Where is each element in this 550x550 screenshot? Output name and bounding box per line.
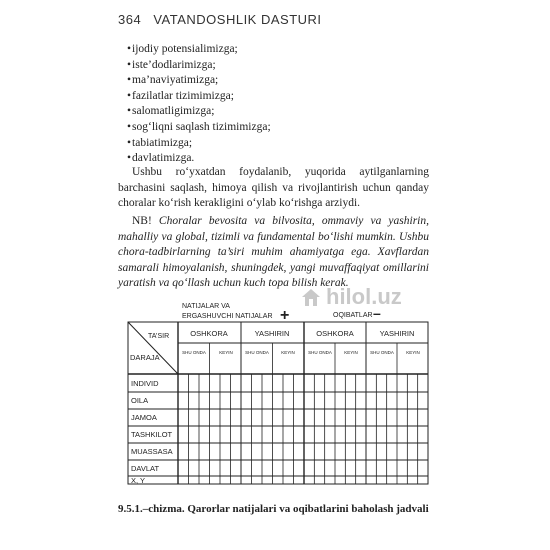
group-heading-3: OSHKORA (316, 329, 354, 338)
paragraph-2 (118, 214, 429, 292)
subhead-3: SHU ONDA (245, 350, 269, 355)
list-item: • ijodiy potensialimizga; (127, 42, 271, 58)
bullet-list (127, 42, 271, 167)
running-title: VATANDOSHLIK DASTURI (153, 12, 322, 27)
results-label-line1: NATIJALAR VA (182, 303, 230, 310)
list-item: • fazilatlar tizimimizga; (127, 89, 271, 105)
corner-label-bottom: DARAJA (130, 353, 160, 362)
group-heading-1: OSHKORA (190, 329, 228, 338)
row-label-muassasa: MUASSASA (131, 447, 173, 456)
subhead-8: KEYIN (406, 350, 420, 355)
results-label-line2: ERGASHUVCHI NATIJALAR (182, 313, 273, 320)
list-item: • sog‘liqni saqlash tizimimizga; (127, 120, 271, 136)
watermark-text: hilol.uz (326, 284, 402, 309)
minus-sign: – (373, 305, 381, 321)
corner-label-top: TA’SIR (148, 333, 170, 340)
assessment-table-diagram (110, 296, 440, 492)
row-label-davlat: DAVLAT (131, 464, 160, 473)
paragraph-2-text: Choralar bevosita va bilvosita, ommaviy va yashirin, mahalliy va global, tizimli va fundamental bo‘lishi mumkin. Ushbu chora-tadbirlarning ta’siri muhim ahamiyatga ega. Xavflardan samarali himoyalanish, shuningdek, yangi muvaffaqiyat omillarini yaratish va qo‘llash uchun kuch topa bilish kerak. (118, 215, 429, 289)
figure-caption: 9.5.1.–chizma. Qarorlar natijalari va oqibatlarini baholash jadvali (118, 503, 429, 515)
subhead-2: KEYIN (219, 350, 233, 355)
page-number: 364 (118, 12, 142, 27)
fine-grid (189, 343, 418, 484)
list-item: • salomatligimizga; (127, 104, 271, 120)
subhead-5: SHU ONDA (308, 350, 332, 355)
list-item: • ma’naviyatimizga; (127, 73, 271, 89)
page-header (118, 12, 322, 27)
consequences-label: OQIBATLAR (333, 312, 373, 319)
subhead-4: KEYIN (281, 350, 295, 355)
group-heading-2: YASHIRIN (254, 329, 290, 338)
subhead-6: KEYIN (344, 350, 358, 355)
nb-marker: NB! (132, 215, 152, 227)
row-label-oila: OILA (131, 396, 149, 405)
row-label-jamoa: JAMOA (131, 413, 157, 422)
plus-sign: + (280, 307, 290, 324)
row-label-individ: INDIVID (131, 379, 159, 388)
subhead-7: SHU ONDA (370, 350, 394, 355)
row-label-xy: X, Y (131, 476, 146, 485)
subhead-1: SHU ONDA (182, 350, 206, 355)
list-item: • iste’dodlarimizga; (127, 58, 271, 74)
list-item: • tabiatimizga; (127, 136, 271, 152)
group-heading-4: YASHIRIN (379, 329, 415, 338)
row-label-tashkilot: TASHKILOT (131, 430, 173, 439)
list-item: • davlatimizga. (127, 151, 271, 167)
paragraph-1: Ushbu ro‘yxatdan foydalanib, yuqorida aytilganlarning barchasini saqlash, himoya qilish va rivojlantirish uchun qanday choralar ko‘rish kerakligini o‘ylab ko‘rishga arziydi. (118, 166, 429, 209)
